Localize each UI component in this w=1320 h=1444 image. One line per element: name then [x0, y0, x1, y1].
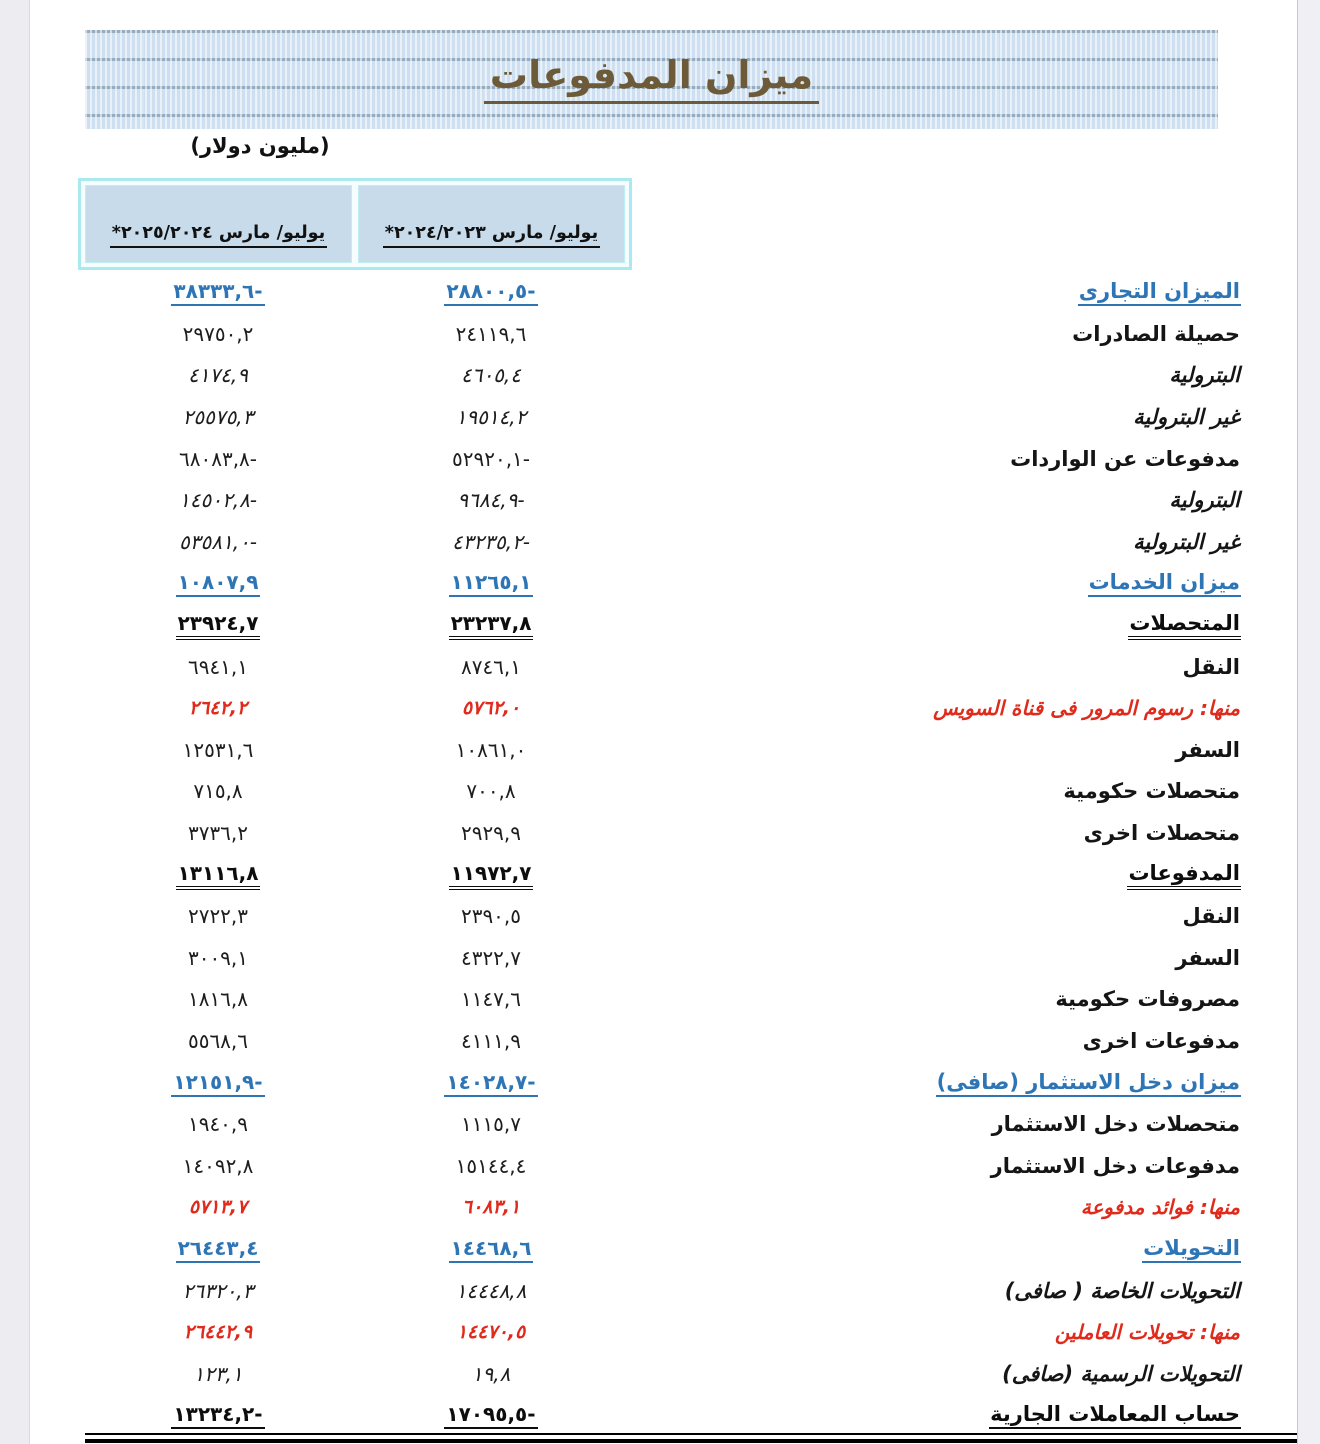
table-row — [30, 522, 1298, 564]
value-2024-2025: ١٤٠٩٢,٨ — [182, 1153, 254, 1178]
row-label: ميزان الخدمات — [631, 570, 1241, 597]
table-body — [30, 272, 1298, 1437]
page-title: ميزان المدفوعات — [484, 55, 819, 105]
value-2023-2024: ٤٣٢٢,٧ — [460, 945, 522, 970]
row-label: التحويلات — [631, 1236, 1241, 1263]
value-2023-2024: ١٤٤٧٠,٥ — [456, 1321, 526, 1344]
table-row — [30, 1229, 1298, 1271]
row-label: مصروفات حكومية — [1055, 987, 1240, 1012]
value-2024-2025: ٢٦٣٢٠,٣ — [182, 1278, 254, 1303]
table-row — [30, 1021, 1298, 1063]
unit-note: (مليون دولار) — [190, 134, 330, 158]
table-row — [30, 1187, 1298, 1229]
value-2024-2025: ٣٧٣٦,٢ — [187, 821, 249, 846]
table-row — [30, 730, 1298, 772]
row-label: منها: رسوم المرور فى قناة السويس — [933, 696, 1240, 721]
value-2023-2024: ٢٨٨٠٠,٥- — [351, 279, 631, 306]
column-header-2024-2025 — [85, 185, 352, 263]
value-2023-2024: ١٤٤٤٨,٨ — [455, 1278, 527, 1303]
value-2024-2025: ٢٣٩٢٤,٧ — [85, 611, 351, 640]
value-2023-2024: ٩٦٨٤,٩- — [457, 488, 525, 513]
table-row — [30, 314, 1298, 356]
value-2023-2024: ٤٣٢٣٥,٢- — [451, 529, 531, 554]
row-label: مدفوعات دخل الاستثمار — [990, 1153, 1240, 1178]
table-row — [30, 1353, 1298, 1395]
value-2024-2025: ١٢٥٣١,٦ — [182, 737, 254, 762]
table-row — [30, 1312, 1298, 1354]
row-label: المدفوعات — [631, 861, 1241, 890]
table-row — [30, 563, 1298, 605]
table-row — [30, 605, 1298, 647]
table-row — [30, 1270, 1298, 1312]
value-2024-2025: ٦٨٠٨٣,٨- — [178, 446, 258, 471]
value-2024-2025: ٣٠٠٩,١ — [187, 945, 249, 970]
value-2024-2025: ٦٩٤١,١ — [187, 654, 249, 679]
value-2023-2024: ١١٢٦٥,١ — [351, 570, 631, 597]
value-2023-2024: ١٥١٤٤,٤ — [455, 1153, 527, 1178]
value-2024-2025: ٥٣٥٨١,٠- — [178, 529, 258, 554]
table-row — [30, 1062, 1298, 1104]
row-label: غير البترولية — [1133, 405, 1240, 430]
value-2024-2025: ٢٧٢٢,٣ — [187, 904, 249, 929]
table-row — [30, 397, 1298, 439]
table-row — [30, 1104, 1298, 1146]
table-row — [30, 979, 1298, 1021]
value-2024-2025: ٢٩٧٥٠,٢ — [182, 321, 254, 346]
value-2023-2024: ٢٣٩٠,٥ — [460, 904, 522, 929]
value-2023-2024: ٨٧٤٦,١ — [460, 654, 522, 679]
page-gutter-right — [1297, 0, 1320, 1444]
value-2023-2024: ٤١١١,٩ — [460, 1028, 522, 1053]
value-2023-2024: ٢٤١١٩,٦ — [455, 321, 527, 346]
value-2023-2024: ١٠٨٦١,٠ — [455, 737, 527, 762]
value-2024-2025: ١٢٣,١ — [193, 1361, 243, 1386]
value-2023-2024: ١٩٥١٤,٢ — [455, 405, 527, 430]
column-header-label: يوليو/ مارس ٢٠٢٥/٢٠٢٤* — [110, 223, 327, 248]
table-row — [30, 438, 1298, 480]
value-2023-2024: ٢٩٢٩,٩ — [460, 821, 522, 846]
row-label: الميزان التجارى — [631, 279, 1241, 306]
value-2023-2024: ١٤٤٦٨,٦ — [351, 1236, 631, 1263]
table-row — [30, 355, 1298, 397]
value-2024-2025: ٢٦٤٤٢,٩ — [183, 1321, 253, 1344]
value-2023-2024: ١٧٠٩٥,٥- — [351, 1402, 631, 1429]
table-row — [30, 1395, 1298, 1437]
value-2024-2025: ٤١٧٤,٩ — [187, 363, 249, 388]
value-2024-2025: ١٠٨٠٧,٩ — [85, 570, 351, 597]
table-row — [30, 1145, 1298, 1187]
value-2023-2024: ٥٢٩٢٠,١- — [451, 446, 531, 471]
table-row — [30, 272, 1298, 314]
value-2023-2024: ٧٠٠,٨ — [466, 779, 516, 804]
row-label: النقل — [1182, 904, 1240, 929]
row-label: متحصلات دخل الاستثمار — [991, 1112, 1240, 1137]
table-row — [30, 646, 1298, 688]
value-2024-2025: ١٩٤٠,٩ — [187, 1112, 249, 1137]
row-label: المتحصلات — [631, 611, 1241, 640]
value-2023-2024: ٥٧٦٢,٠ — [461, 697, 521, 720]
table-row — [30, 771, 1298, 813]
row-label: مدفوعات اخرى — [1082, 1028, 1240, 1053]
value-2023-2024: ١٩,٨ — [471, 1361, 511, 1386]
row-label: التحويلات الرسمية (صافى) — [1002, 1361, 1240, 1386]
value-2024-2025: ٧١٥,٨ — [193, 779, 243, 804]
document-page — [30, 0, 1298, 1444]
value-2023-2024: ١١١٥,٧ — [460, 1112, 522, 1137]
row-label: غير البترولية — [1133, 529, 1240, 554]
column-header-2023-2024 — [358, 185, 625, 263]
row-label: التحويلات الخاصة ( صافى) — [1004, 1278, 1240, 1303]
value-2024-2025: ١٣٢٣٤,٢- — [85, 1402, 351, 1429]
row-label: منها: تحويلات العاملين — [1054, 1320, 1240, 1345]
table-row — [30, 938, 1298, 980]
table-row — [30, 813, 1298, 855]
value-2024-2025: ٢٥٥٧٥,٣ — [182, 405, 254, 430]
value-2024-2025: ٢٦٤٢,٢ — [188, 697, 248, 720]
value-2024-2025: ٥٥٦٨,٦ — [187, 1028, 249, 1053]
value-2024-2025: ١٨١٦,٨ — [187, 987, 249, 1012]
row-label: السفر — [1175, 945, 1240, 970]
table-row — [30, 896, 1298, 938]
row-label: متحصلات حكومية — [1063, 779, 1240, 804]
value-2023-2024: ٤٦٠٥,٤ — [460, 363, 522, 388]
value-2024-2025: ١٣١١٦,٨ — [85, 861, 351, 890]
value-2024-2025: ٢٦٤٤٣,٤ — [85, 1236, 351, 1263]
value-2024-2025: ٣٨٣٣٣,٦- — [85, 279, 351, 306]
column-headers-box — [78, 178, 632, 270]
table-row — [30, 688, 1298, 730]
page-gutter-left — [0, 0, 30, 1444]
row-label: النقل — [1182, 654, 1240, 679]
title-banner — [85, 30, 1218, 129]
row-label: حصيلة الصادرات — [1072, 321, 1240, 346]
row-label: البترولية — [1169, 363, 1240, 388]
table-row — [30, 480, 1298, 522]
value-2023-2024: ١٤٠٢٨,٧- — [351, 1070, 631, 1097]
value-2023-2024: ١١٩٧٢,٧ — [351, 861, 631, 890]
row-label: مدفوعات عن الواردات — [1010, 446, 1240, 471]
value-2023-2024: ٦٠٨٣,١ — [461, 1196, 521, 1219]
row-label: ميزان دخل الاستثمار (صافى) — [631, 1070, 1241, 1097]
table-row — [30, 854, 1298, 896]
table-bottom-border — [85, 1433, 1298, 1443]
value-2023-2024: ١١٤٧,٦ — [460, 987, 522, 1012]
row-label: منها: فوائد مدفوعة — [1080, 1195, 1240, 1220]
column-header-label: يوليو/ مارس ٢٠٢٤/٢٠٢٣* — [383, 223, 600, 248]
value-2024-2025: ٥٧١٣,٧ — [188, 1196, 248, 1219]
row-label: البترولية — [1169, 488, 1240, 513]
value-2024-2025: ١٢١٥١,٩- — [85, 1070, 351, 1097]
value-2023-2024: ٢٣٢٣٧,٨ — [351, 611, 631, 640]
row-label: حساب المعاملات الجارية — [631, 1402, 1241, 1429]
row-label: متحصلات اخرى — [1083, 821, 1240, 846]
row-label: السفر — [1175, 737, 1240, 762]
value-2024-2025: ١٤٥٠٢,٨- — [178, 488, 258, 513]
